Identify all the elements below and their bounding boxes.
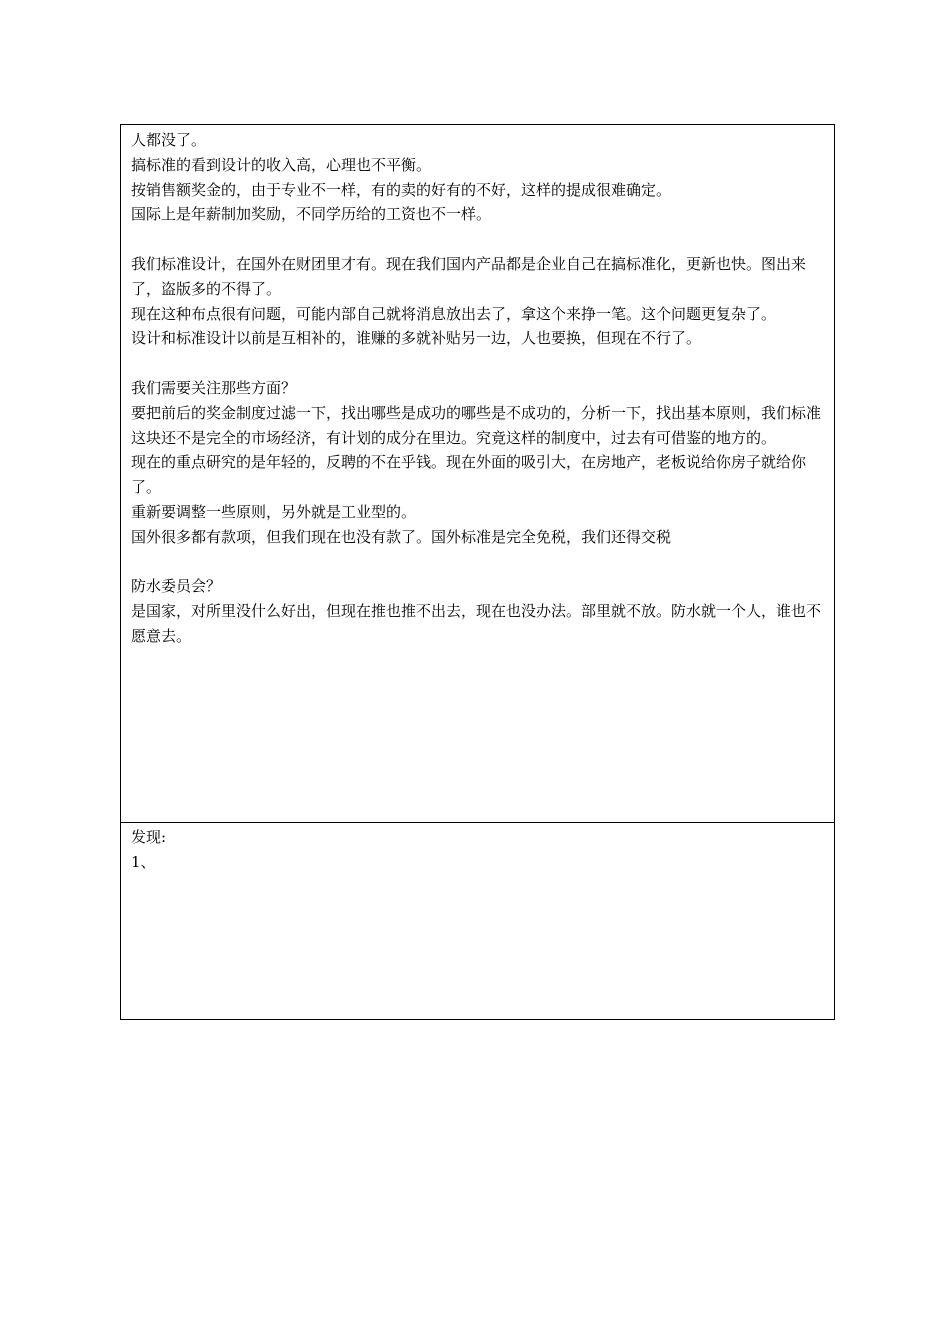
findings-heading: 发现: (131, 828, 167, 846)
note-paragraph: 我们标准设计，在国外在财团里才有。现在我们国内产品都是企业自己在搞标准化，更新也快。图出来了，盗版多的不得了。 (131, 254, 807, 298)
blank-line (131, 227, 822, 252)
note-paragraph: 国际上是年薪制加奖励，不同学历给的工资也不一样。 (131, 205, 492, 224)
note-paragraph: 现在这种布点很有问题，可能内部自己就将消息放出去了，拿这个来挣一笔。这个问题更复杂了。 (131, 304, 777, 323)
note-paragraph: 现在的重点研究的是年轻的，反聘的不在乎钱。现在外面的吸引大，在房地产，老板说给你房子就给你了。 (131, 453, 807, 497)
question-heading: 防水委员会？ (131, 577, 222, 596)
note-paragraph: 是国家，对所里没什么好出，但现在推也推不出去，现在也没办法。部里就不放。防水就一个人，谁也不愿意去。 (131, 602, 822, 645)
findings-item: 1、 (131, 852, 156, 871)
question-heading: 我们需要关注那些方面？ (131, 378, 297, 397)
findings-cell (121, 823, 834, 1019)
note-paragraph: 搞标准的看到设计的收入高，心理也不平衡。 (131, 155, 432, 174)
note-paragraph: 人都没了。 (131, 131, 207, 149)
note-paragraph: 要把前后的奖金制度过滤一下，找出哪些是成功的哪些是不成功的，分析一下，找出基本原则，我们标准这块还不是完全的市场经济，有计划的成分在里边。究竟这样的制度中，过去有可借鉴的地方的。 (131, 403, 822, 447)
notes-cell (121, 125, 834, 823)
note-paragraph: 重新要调整一些原则，另外就是工业型的。 (131, 502, 417, 521)
blank-line (131, 351, 822, 376)
blank-line (131, 550, 822, 575)
note-paragraph: 设计和标准设计以前是互相补的，谁赚的多就补贴另一边，人也要换，但现在不行了。 (131, 329, 702, 348)
note-paragraph: 国外很多都有款项，但我们现在也没有款了。国外标准是完全免税，我们还得交税 (131, 527, 672, 546)
note-paragraph: 按销售额奖金的，由于专业不一样，有的卖的好有的不好，这样的提成很难确定。 (131, 180, 672, 199)
document-table (120, 124, 835, 1020)
